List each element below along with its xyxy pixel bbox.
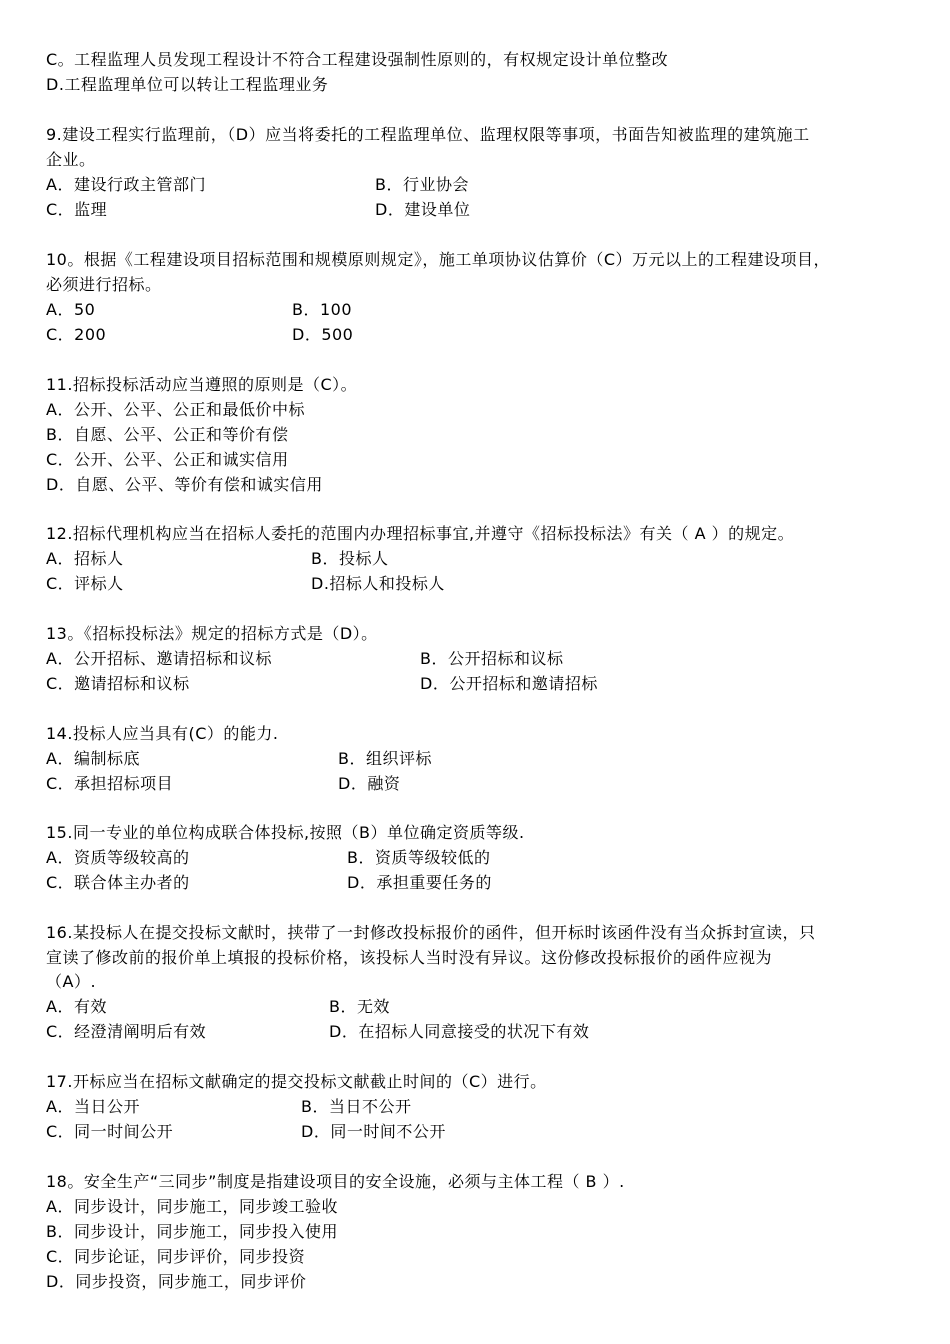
q18-option-c: C．同步论证，同步评价，同步投资 xyxy=(46,1247,306,1266)
q15-option-c: C．联合体主办者的 xyxy=(46,873,190,892)
q10-option-b: B．100 xyxy=(292,300,353,319)
q17-stem: 17.开标应当在招标文献确定的提交投标文献截止时间的（C）进行。 xyxy=(46,1072,547,1091)
q12-option-a: A．招标人 xyxy=(46,549,124,568)
q16-option-a: A．有效 xyxy=(46,997,107,1016)
q12-option-c: C．评标人 xyxy=(46,574,124,593)
q15-stem: 15.同一专业的单位构成联合体投标,按照（B）单位确定资质等级. xyxy=(46,823,525,842)
q14-stem: 14.投标人应当具有(C）的能力. xyxy=(46,724,279,743)
q13-option-c: C．邀请招标和议标 xyxy=(46,674,190,693)
q10-option-d: D．500 xyxy=(292,325,354,344)
q10-stem: 10。根据《工程建设项目招标范围和规模原则规定》，施工单项协议估算价（C）万元以上的工程建设项目， xyxy=(46,250,831,269)
q14-option-d: D．融资 xyxy=(338,774,401,793)
prev-question-option-c: C。工程监理人员发现工程设计不符合工程建设强制性原则的，有权规定设计单位整改 xyxy=(46,50,669,69)
q10-option-a: A．50 xyxy=(46,300,96,319)
q10-option-c: C．200 xyxy=(46,325,107,344)
q9-option-d: D．建设单位 xyxy=(375,200,471,219)
q14-option-a: A．编制标底 xyxy=(46,749,140,768)
q13-option-a: A．公开招标、邀请招标和议标 xyxy=(46,649,272,668)
q18-option-a: A．同步设计，同步施工，同步竣工验收 xyxy=(46,1197,338,1216)
q13-option-b: B．公开招标和议标 xyxy=(420,649,564,668)
q17-option-c: C．同一时间公开 xyxy=(46,1122,174,1141)
q14-option-b: B．组织评标 xyxy=(338,749,432,768)
q16-option-c: C．经澄清阐明后有效 xyxy=(46,1022,207,1041)
q18-stem: 18。安全生产“三同步”制度是指建设项目的安全设施，必须与主体工程（ B ）. xyxy=(46,1172,625,1191)
q13-option-d: D．公开招标和邀请招标 xyxy=(420,674,598,693)
q16-stem: 16.某投标人在提交投标文献时，挟带了一封修改投标报价的函件，但开标时该函件没有当众拆封宣读，只 xyxy=(46,923,816,942)
q17-option-a: A．当日公开 xyxy=(46,1097,140,1116)
q16-option-b: B．无效 xyxy=(329,997,390,1016)
q9-option-c: C．监理 xyxy=(46,200,108,219)
q10-stem-cont: 必须进行招标。 xyxy=(46,275,162,294)
q16-option-d: D．在招标人同意接受的状况下有效 xyxy=(329,1022,590,1041)
q18-option-d: D．同步投资，同步施工，同步评价 xyxy=(46,1272,307,1291)
q9-stem: 9.建设工程实行监理前，（D）应当将委托的工程监理单位、监理权限等事项，书面告知被监理的建筑施工 xyxy=(46,125,810,144)
q14-option-c: C．承担招标项目 xyxy=(46,774,174,793)
q17-option-b: B．当日不公开 xyxy=(301,1097,412,1116)
q11-option-c: C．公开、公平、公正和诚实信用 xyxy=(46,450,289,469)
q9-option-a: A．建设行政主管部门 xyxy=(46,175,206,194)
q11-option-d: D．自愿、公平、等价有偿和诚实信用 xyxy=(46,475,323,494)
q15-option-b: B．资质等级较低的 xyxy=(347,848,491,867)
q9-option-b: B．行业协会 xyxy=(375,175,469,194)
q11-stem: 11.招标投标活动应当遵照的原则是（C）。 xyxy=(46,375,358,394)
q16-stem-cont2: （A）. xyxy=(46,972,97,991)
q15-option-a: A．资质等级较高的 xyxy=(46,848,190,867)
q12-option-d: D.招标人和投标人 xyxy=(311,574,445,593)
q12-option-b: B．投标人 xyxy=(311,549,389,568)
q11-option-a: A．公开、公平、公正和最低价中标 xyxy=(46,400,305,419)
q9-stem-cont: 企业。 xyxy=(46,150,96,169)
q11-option-b: B．自愿、公平、公正和等价有偿 xyxy=(46,425,289,444)
q16-stem-cont: 宣读了修改前的报价单上填报的投标价格，该投标人当时没有异议。这份修改投标报价的函件应视为 xyxy=(46,948,773,967)
q17-option-d: D．同一时间不公开 xyxy=(301,1122,446,1141)
prev-question-option-d: D.工程监理单位可以转让工程监理业务 xyxy=(46,75,329,94)
q13-stem: 13。《招标投标法》规定的招标方式是（D）。 xyxy=(46,624,378,643)
q15-option-d: D．承担重要任务的 xyxy=(347,873,492,892)
q18-option-b: B．同步设计，同步施工，同步投入使用 xyxy=(46,1222,338,1241)
q12-stem: 12.招标代理机构应当在招标人委托的范围内办理招标事宜,并遵守《招标投标法》有关（ A ）的规定。 xyxy=(46,524,795,543)
